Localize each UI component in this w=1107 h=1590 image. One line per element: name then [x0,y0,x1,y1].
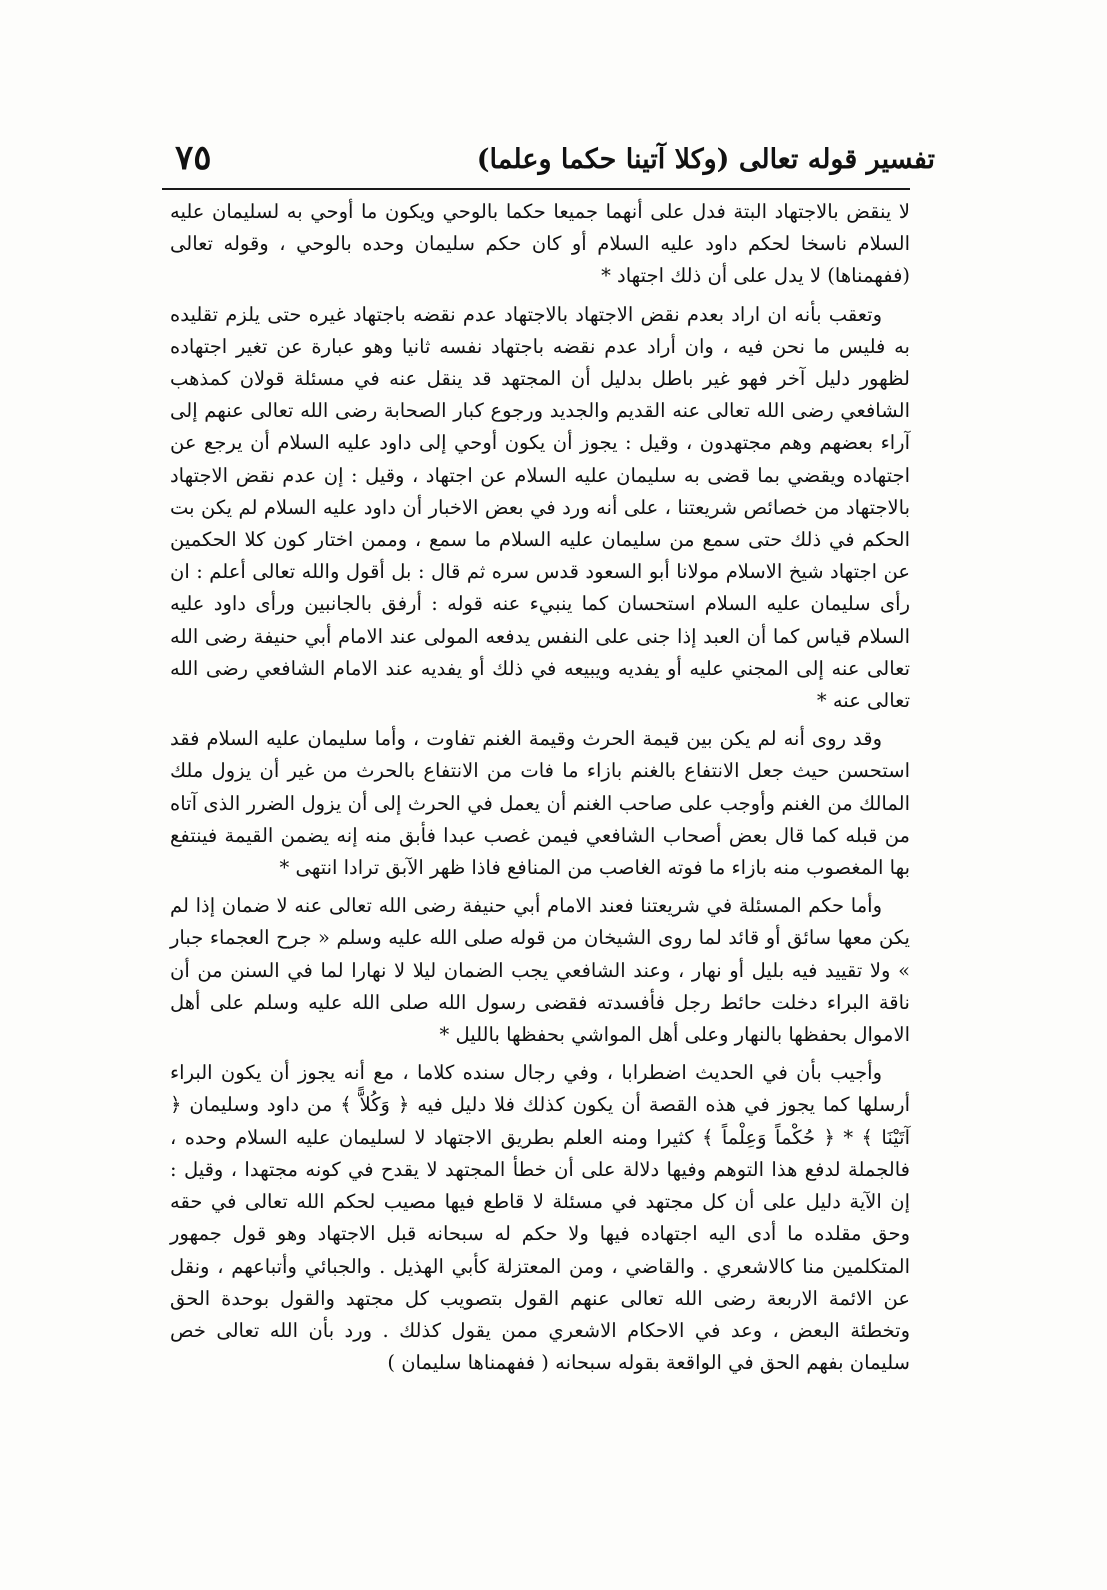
paragraph: وتعقب بأنه ان اراد بعدم نقض الاجتهاد بالاجتهاد عدم نقضه باجتهاد غيره حتى يلزم تقليده به فليس ما نحن فيه ، وان أراد عدم نقضه باجتهاد نفسه ثانيا وهو عبارة عن تغير اجتهاده لظهور دليل آخر فهو غير باطل بدليل أن المجتهد قد ينقل عنه في مسئلة قولان كمذهب الشافعي رضى الله تعالى عنه القديم والجديد ورجوع كبار الصحابة رضى الله تعالى عنهم إلى آراء بعضهم وهم مجتهدون ، وقيل : يجوز أن يكون أوحي إلى داود عليه السلام أن يرجع عن اجتهاده ويقضي بما قضى به سليمان عليه السلام عن اجتهاد ، وقيل : إن عدم نقض الاجتهاد بالاجتهاد من خصائص شريعتنا ، على أنه ورد في بعض الاخبار أن داود عليه السلام لم يكن بت الحكم في ذلك حتى سمع من سليمان عليه السلام ما سمع ، وممن اختار كون كلا الحكمين عن اجتهاد شيخ الاسلام مولانا أبو السعود قدس سره ثم قال : بل أقول والله تعالى أعلم : ان رأى سليمان عليه السلام استحسان كما ينبيء عنه قوله : أرفق بالجانبين ورأى داود عليه السلام قياس كما أن العبد إذا جنى على النفس يدفعه المولى عند الامام أبي حنيفة رضى الله تعالى عنه إلى المجني عليه أو يفديه ويبيعه في ذلك أو يفديه عند الامام الشافعي رضى الله تعالى عنه * [170,302,910,713]
body-text [170,196,910,1379]
page-header [175,138,935,186]
running-title: تفسير قوله تعالى (وكلا آتينا حكما وعلما) [476,144,935,175]
page-number: ٧٥ [175,138,212,178]
paragraph: وأجيب بأن في الحديث اضطرابا ، وفي رجال سنده كلاما ، مع أنه يجوز أن يكون البراء أرسلها كما يجوز في هذه القصة أن يكون كذلك فلا دليل فيه ﴿ وَكُلاًّ ﴾ من داود وسليمان ﴿ آتَيْنَا ﴾ * ﴿ حُكْماً وَعِلْماً ﴾ كثيرا ومنه العلم بطريق الاجتهاد لا لسليمان عليه السلام وحده ، فالجملة لدفع هذا التوهم وفيها دلالة على أن خطأ المجتهد لا يقدح في كونه مجتهدا ، وقيل : إن الآية دليل على أن كل مجتهد في مسئلة لا قاطع فيها مصيب لحكم الله تعالى في حقه وحق مقلده ما أدى اليه اجتهاده فيها ولا حكم له سبحانه قبل الاجتهاد وهو قول جمهور المتكلمين منا كالاشعري . والقاضي ، ومن المعتزلة كأبي الهذيل . والجبائي وأتباعهم ، ونقل عن الائمة الاربعة رضى الله تعالى عنهم القول بتصويب كل مجتهد والقول بوحدة الحق وتخطئة البعض ، وعد في الاحكام الاشعري ممن يقول كذلك . ورد بأن الله تعالى خص سليمان بفهم الحق في الواقعة بقوله سبحانه ( ففهمناها سليمان ) [170,1061,910,1375]
paragraph: وأما حكم المسئلة في شريعتنا فعند الامام أبي حنيفة رضى الله تعالى عنه لا ضمان إذا لم يكن معها سائق أو قائد لما روى الشيخان من قوله صلى الله عليه وسلم « جرح العجماء جبار » ولا تقييد فيه بليل أو نهار ، وعند الشافعي يجب الضمان ليلا لا نهارا لما في السنن من أن ناقة البراء دخلت حائط رجل فأفسدته فقضى رسول الله صلى الله عليه وسلم على أهل الاموال بحفظها بالنهار وعلى أهل المواشي بحفظها بالليل * [170,894,910,1047]
paragraph: لا ينقض بالاجتهاد البتة فدل على أنهما جميعا حكما بالوحي ويكون ما أوحي به لسليمان عليه السلام ناسخا لحكم داود عليه السلام أو كان حكم سليمان وحده بالوحي ، وقوله تعالى (ففهمناها) لا يدل على أن ذلك اجتهاد * [170,200,910,288]
header-divider [162,188,910,190]
paragraph: وقد روى أنه لم يكن بين قيمة الحرث وقيمة الغنم تفاوت ، وأما سليمان عليه السلام فقد استحسن حيث جعل الانتفاع بالغنم بازاء ما فات من الانتفاع بالحرث من غير أن يزول ملك المالك من الغنم وأوجب على صاحب الغنم أن يعمل في الحرث إلى أن يزول الضرر الذى آتاه من قبله كما قال بعض أصحاب الشافعي فيمن غصب عبدا فأبق منه إنه يضمن القيمة فينتفع بها المغصوب منه بازاء ما فوته الغاصب من المنافع فاذا ظهر الآبق ترادا انتهى * [170,727,910,880]
